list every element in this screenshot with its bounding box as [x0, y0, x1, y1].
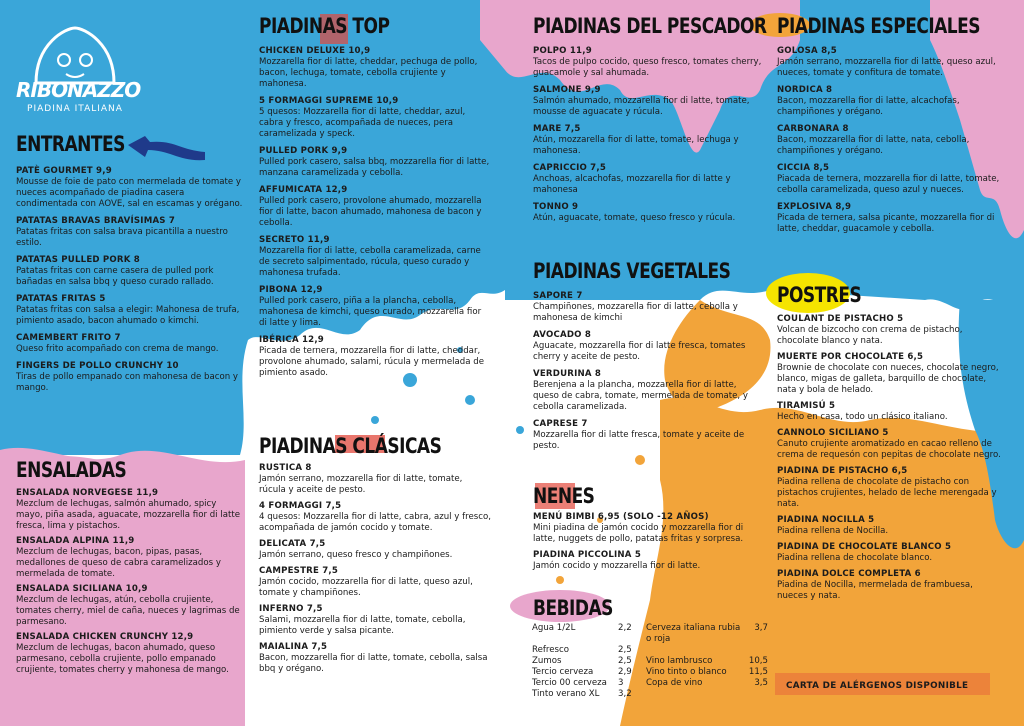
menu-item — [259, 335, 491, 379]
section-top — [259, 14, 491, 379]
item-desc: Volcan de bizcocho con crema de pistacho, chocolate blanco y nata. — [777, 325, 963, 346]
section-clasicas — [259, 434, 491, 675]
drink-name: Vino tinto o blanco — [646, 667, 727, 677]
menu-item — [259, 539, 491, 561]
drinks-row — [532, 623, 770, 645]
brand-tagline: PIADINA ITALIANA — [27, 104, 123, 114]
item-desc: Bacon, mozzarella fior di latte, tomate, cebolla, salsa bbq y orégano. — [259, 653, 488, 674]
menu-item — [533, 330, 763, 363]
item-name: SALMONE 9,9 — [533, 85, 601, 95]
menu-item — [16, 488, 244, 532]
drink-name — [646, 689, 742, 700]
menu-item — [259, 463, 491, 496]
item-desc: Bacon, mozzarella fior di latte, alcachofas, champiñones y orégano. — [777, 96, 960, 117]
item-desc: Hecho en casa, todo un clásico italiano. — [777, 412, 948, 422]
item-desc: Jamón serrano, mozzarella fior di latte, queso azul, nueces, tomate y confitura de tomate. — [777, 57, 996, 78]
item-desc: Pulled pork casero, piña a la plancha, cebolla, mahonesa de kimchi, queso curado, mozzarella fior di latte y lima. — [259, 296, 482, 328]
item-desc: Patatas fritas con salsa brava picantilla a nuestro estilo. — [16, 227, 228, 248]
menu-item — [16, 333, 244, 355]
menu-item — [777, 124, 1005, 157]
item-desc: Mousse de foie de pato con mermelada de tomate y nueces acompañado de piadina casera condimentada con AOVE, sal en escamas y orégano. — [16, 177, 243, 209]
item-desc: Champiñones, mozzarella fior di latte, cebolla y mahonesa de kimchi — [533, 302, 738, 323]
item-name: PIADINA DE CHOCOLATE BLANCO 5 — [777, 542, 952, 552]
item-desc: Brownie de chocolate con nueces, chocolate negro, blanco, migas de galleta, barquillo de chocolate, nata y bola de helado. — [777, 363, 999, 395]
menu-item — [259, 566, 491, 599]
item-desc: Picada de ternera, mozzarella fior di latte, cheddar, provolone ahumado, salami, rúcula y mermelada de pimiento asado. — [259, 346, 485, 378]
menu-item — [777, 401, 1005, 423]
item-desc: Picada de ternera, salsa picante, mozzarella fior di latte, cheddar, guacamole y cebolla. — [777, 213, 995, 234]
section-bebidas — [533, 596, 763, 621]
section-postres — [777, 283, 1005, 602]
item-name: ENSALADA SICILIANA 10,9 — [16, 584, 148, 594]
item-desc: Mezclum de lechugas, salmón ahumado, spicy mayo, piña asada, aguacate, mozzarella fior di latte fresca, lima y pistachos. — [16, 499, 240, 531]
menu-item — [777, 46, 1005, 79]
item-name: MARE 7,5 — [533, 124, 581, 134]
menu-item — [16, 584, 244, 628]
menu-item — [259, 46, 491, 90]
section-especiales — [777, 14, 1005, 235]
item-name: 5 FORMAGGI SUPREME 10,9 — [259, 96, 399, 106]
section-title-clasicas: PIADINAS CLÁSICAS — [259, 434, 442, 459]
item-name: POLPO 11,9 — [533, 46, 592, 56]
section-title-entrantes: ENTRANTES — [16, 132, 125, 157]
item-name: PULLED PORK 9,9 — [259, 146, 348, 156]
item-name: COULANT DE PISTACHO 5 — [777, 314, 904, 324]
item-name: SAPORE 7 — [533, 291, 583, 301]
menu-item — [259, 96, 491, 140]
item-desc: Queso frito acompañado con crema de mango. — [16, 344, 219, 354]
item-desc: Jamón serrano, queso fresco y champiñones. — [259, 550, 453, 560]
menu-item — [777, 352, 1005, 396]
drink-price — [742, 645, 768, 656]
section-title-bebidas: BEBIDAS — [533, 596, 613, 621]
item-desc: Patatas fritas con salsa a elegir: Mahonesa de trufa, pimiento asado, bacon ahumado o kimchi. — [16, 305, 240, 326]
item-name: VERDURINA 8 — [533, 369, 602, 379]
item-desc: Piacada de ternera, mozzarella fior di latte, tomate, cebolla caramelizada, queso azul y nueces. — [777, 174, 1000, 195]
item-name: IBÉRICA 12,9 — [259, 335, 324, 345]
item-name: MAIALINA 7,5 — [259, 642, 328, 652]
menu-item — [16, 255, 244, 288]
item-name: ENSALADA NORVEGESE 11,9 — [16, 488, 159, 498]
item-desc: Bacon, mozzarella fior di latte, nata, cebolla, champiñones y orégano. — [777, 135, 970, 156]
drink-price: 3,2 — [618, 689, 632, 699]
item-desc: Mozzarella fior di latte fresca, tomate y aceite de pesto. — [533, 430, 745, 451]
menu-item — [259, 642, 491, 675]
drinks-row — [532, 656, 770, 667]
item-desc: Mezclum de lechugas, bacon ahumado, queso parmesano, cebolla crujiente, pollo empanado crujiente, tomates cherry y mahonesa de mango. — [16, 643, 229, 675]
menu-item — [777, 542, 1005, 564]
item-name: PATATAS PULLED PORK 8 — [16, 255, 140, 265]
drink-price: 10,5 — [748, 656, 768, 666]
item-name: CAPRESE 7 — [533, 419, 588, 429]
item-desc: Jamón cocido, mozzarella fior di latte, queso azul, tomate y champiñones. — [259, 577, 473, 598]
item-name: PIADINA PICCOLINA 5 — [533, 550, 642, 560]
drink-name: Copa de vino — [646, 678, 703, 688]
menu-item — [777, 85, 1005, 118]
drink-price: 3,5 — [754, 678, 768, 688]
item-name: FINGERS DE POLLO CRUNCHY 10 — [16, 361, 179, 371]
item-desc: Mini piadina de jamón cocido y mozzarella fior di latte, nuggets de pollo, patatas fritas y sorpresa. — [533, 523, 744, 544]
item-desc: Piadina rellena de Nocilla. — [777, 526, 889, 536]
item-name: CAMEMBERT FRITO 7 — [16, 333, 121, 343]
menu-item — [533, 291, 763, 324]
item-name: SECRETO 11,9 — [259, 235, 330, 245]
item-name: PATÈ GOURMET 9,9 — [16, 166, 112, 176]
item-desc: Pulled pork casero, salsa bbq, mozzarella fior di latte, manzana caramelizada y cebolla. — [259, 157, 490, 178]
drink-name: Tinto verano XL — [532, 689, 600, 699]
item-name: RUSTICA 8 — [259, 463, 312, 473]
item-desc: 4 quesos: Mozzarella fior di latte, cabra, azul y fresco, acompañada de jamón cocido y tomate. — [259, 512, 491, 533]
item-desc: Mozzarella fior di latte, cheddar, pechuga de pollo, bacon, lechuga, tomate, cebolla crujiente y mahonesa. — [259, 57, 478, 89]
menu-item — [16, 536, 244, 580]
item-name: EXPLOSIVA 8,9 — [777, 202, 852, 212]
drink-name: Vino lambrusco — [646, 656, 713, 666]
menu-item — [777, 314, 1005, 347]
item-name: CARBONARA 8 — [777, 124, 849, 134]
allergen-notice: CARTA DE ALÉRGENOS DISPONIBLE — [786, 681, 969, 691]
drinks-row — [532, 689, 770, 700]
menu-item — [533, 163, 763, 196]
drink-name: Cerveza italiana rubia o roja — [646, 623, 741, 644]
drinks-row — [532, 667, 770, 678]
item-desc: Piadina rellena de chocolate blanco. — [777, 553, 933, 563]
section-nenes — [533, 484, 763, 572]
menu-item — [777, 202, 1005, 235]
drink-name — [646, 645, 742, 656]
item-name: ENSALADA CHICKEN CRUNCHY 12,9 — [16, 632, 194, 642]
item-name: CICCIA 8,5 — [777, 163, 830, 173]
drink-price: 3 — [618, 678, 624, 688]
menu-item — [533, 124, 763, 157]
item-desc: Jamón serrano, mozzarella fior di latte, tomate, rúcula y aceite de pesto. — [259, 474, 463, 495]
menu-item — [259, 235, 491, 279]
menu-item — [533, 369, 763, 413]
item-name: PIADINA DE PISTACHO 6,5 — [777, 466, 908, 476]
section-entrantes — [16, 132, 244, 394]
drinks-row — [532, 645, 770, 656]
menu-item — [16, 216, 244, 249]
section-vegetales — [533, 259, 763, 452]
item-name: TONNO 9 — [533, 202, 579, 212]
menu-item — [16, 632, 244, 676]
item-name: GOLOSA 8,5 — [777, 46, 837, 56]
menu-item — [777, 163, 1005, 196]
menu-item — [259, 604, 491, 637]
section-title-ensaladas: ENSALADAS — [16, 458, 127, 483]
drink-name: Agua 1/2L — [532, 623, 576, 633]
menu-item — [259, 185, 491, 229]
item-desc: Tacos de pulpo cocido, queso fresco, tomates cherry, guacamole y sal ahumada. — [533, 57, 762, 78]
drink-name: Tercio cerveza — [532, 667, 594, 677]
drink-price: 2,5 — [618, 656, 632, 666]
section-pescador — [533, 14, 767, 224]
menu-item — [533, 46, 763, 79]
item-name: MENÚ BIMBI 6,95 (SOLO -12 AÑOS) — [533, 512, 709, 522]
menu-item — [777, 515, 1005, 537]
item-desc: Aguacate, mozzarella fior di latte fresca, tomates cherry y aceite de pesto. — [533, 341, 746, 362]
item-desc: Jamón cocido y mozzarella fior di latte. — [533, 561, 701, 571]
item-name: AFFUMICATA 12,9 — [259, 185, 348, 195]
item-name: INFERNO 7,5 — [259, 604, 323, 614]
item-desc: Piadina rellena de chocolate de pistacho con pistachos crujientes, helado de leche merengada y nata. — [777, 477, 997, 509]
item-desc: Mezclum de lechugas, bacon, pipas, pasas, medallones de queso de cabra caramelizados y mermelada de tomate. — [16, 547, 221, 579]
item-desc: Salmón ahumado, mozzarella fior di latte, tomate, mousse de aguacate y rúcula. — [533, 96, 750, 117]
item-name: CANNOLO SICILIANO 5 — [777, 428, 889, 438]
brand-name: RIBONAZZO — [16, 78, 141, 102]
menu-item — [533, 550, 763, 572]
drink-name: Tercio 00 cerveza — [532, 678, 607, 688]
item-desc: Piadina de Nocilla, mermelada de frambuesa, nueces y nata. — [777, 580, 973, 601]
menu-item — [16, 166, 244, 210]
menu-item — [777, 466, 1005, 510]
drink-name: Zumos — [532, 656, 562, 666]
item-name: NORDICA 8 — [777, 85, 833, 95]
item-desc: Berenjena a la plancha, mozzarella fior di latte, queso de cabra, tomate, mermelada de tomate, y cebolla caramelizada. — [533, 380, 748, 412]
menu-item — [533, 419, 763, 452]
section-title-especiales: PIADINAS ESPECIALES — [777, 14, 980, 39]
section-title-postres: POSTRES — [777, 283, 862, 308]
menu-item — [777, 569, 1005, 602]
item-name: AVOCADO 8 — [533, 330, 592, 340]
section-title-nenes: NENES — [533, 484, 595, 509]
item-name: PIADINA DOLCE COMPLETA 6 — [777, 569, 921, 579]
item-name: CHICKEN DELUXE 10,9 — [259, 46, 371, 56]
drink-price: 2,2 — [618, 623, 632, 633]
item-desc: Atún, aguacate, tomate, queso fresco y rúcula. — [533, 213, 736, 223]
item-name: CAMPESTRE 7,5 — [259, 566, 339, 576]
drink-price: 3,7 — [754, 623, 768, 633]
item-name: MUERTE POR CHOCOLATE 6,5 — [777, 352, 924, 362]
menu-item — [259, 146, 491, 179]
item-name: 4 FORMAGGI 7,5 — [259, 501, 342, 511]
drink-price — [742, 689, 768, 700]
section-title-pescador: PIADINAS DEL PESCADOR — [533, 14, 767, 39]
drinks-row — [532, 678, 770, 689]
drink-price: 11,5 — [748, 667, 768, 677]
section-title-top: PIADINAS TOP — [259, 14, 390, 39]
item-name: PATATAS FRITAS 5 — [16, 294, 106, 304]
menu-item — [533, 202, 763, 224]
menu-item — [16, 361, 244, 394]
menu-item — [259, 501, 491, 534]
item-name: PATATAS BRAVAS BRAVÍSIMAS 7 — [16, 216, 176, 226]
item-desc: Atún, mozzarella fior di latte, tomate, lechuga y mahonesa. — [533, 135, 739, 156]
drink-name: Refresco — [532, 645, 569, 655]
item-desc: Mozzarella fior di latte, cebolla caramelizada, carne de secreto salpimentado, rúcula, queso curado y mahonesa trufada. — [259, 246, 481, 278]
item-desc: Canuto crujiente aromatizado en cacao relleno de crema de requesón con pepitas de chocolate negro. — [777, 439, 1001, 460]
item-name: DELICATA 7,5 — [259, 539, 326, 549]
item-desc: 5 quesos: Mozzarella fior di latte, cheddar, azul, cabra y fresco, acompañada de nueces, pera caramelizada y speck. — [259, 107, 466, 139]
item-desc: Patatas fritas con carne casera de pulled pork bañadas en salsa bbq y queso curado rallado. — [16, 266, 214, 287]
menu-item — [259, 285, 491, 329]
item-name: ENSALADA ALPINA 11,9 — [16, 536, 135, 546]
menu-item — [16, 294, 244, 327]
item-desc: Mezclum de lechugas, atún, cebolla crujiente, tomates cherry, miel de caña, nueces y lagrimas de parmesano. — [16, 595, 240, 627]
section-title-vegetales: PIADINAS VEGETALES — [533, 259, 731, 284]
menu-item — [533, 85, 763, 118]
item-desc: Anchoas, alcachofas, mozzarella fior di latte y mahonesa — [533, 174, 731, 195]
drinks-table — [532, 623, 770, 700]
menu-item — [533, 512, 763, 545]
drink-price: 2,5 — [618, 645, 632, 655]
item-name: PIADINA NOCILLA 5 — [777, 515, 875, 525]
item-name: TIRAMISÚ 5 — [777, 401, 836, 411]
item-name: PIBONA 12,9 — [259, 285, 323, 295]
menu-item — [777, 428, 1005, 461]
drink-price: 2,9 — [618, 667, 632, 677]
item-desc: Salami, mozzarella fior di latte, tomate, cebolla, pimiento verde y salsa picante. — [259, 615, 466, 636]
item-desc: Pulled pork casero, provolone ahumado, mozzarella fior di latte, bacon ahumado, mahonesa de bacon y cebolla. — [259, 196, 482, 228]
item-desc: Tiras de pollo empanado con mahonesa de bacon y mango. — [16, 372, 239, 393]
section-ensaladas — [16, 458, 244, 676]
item-name: CAPRICCIO 7,5 — [533, 163, 607, 173]
